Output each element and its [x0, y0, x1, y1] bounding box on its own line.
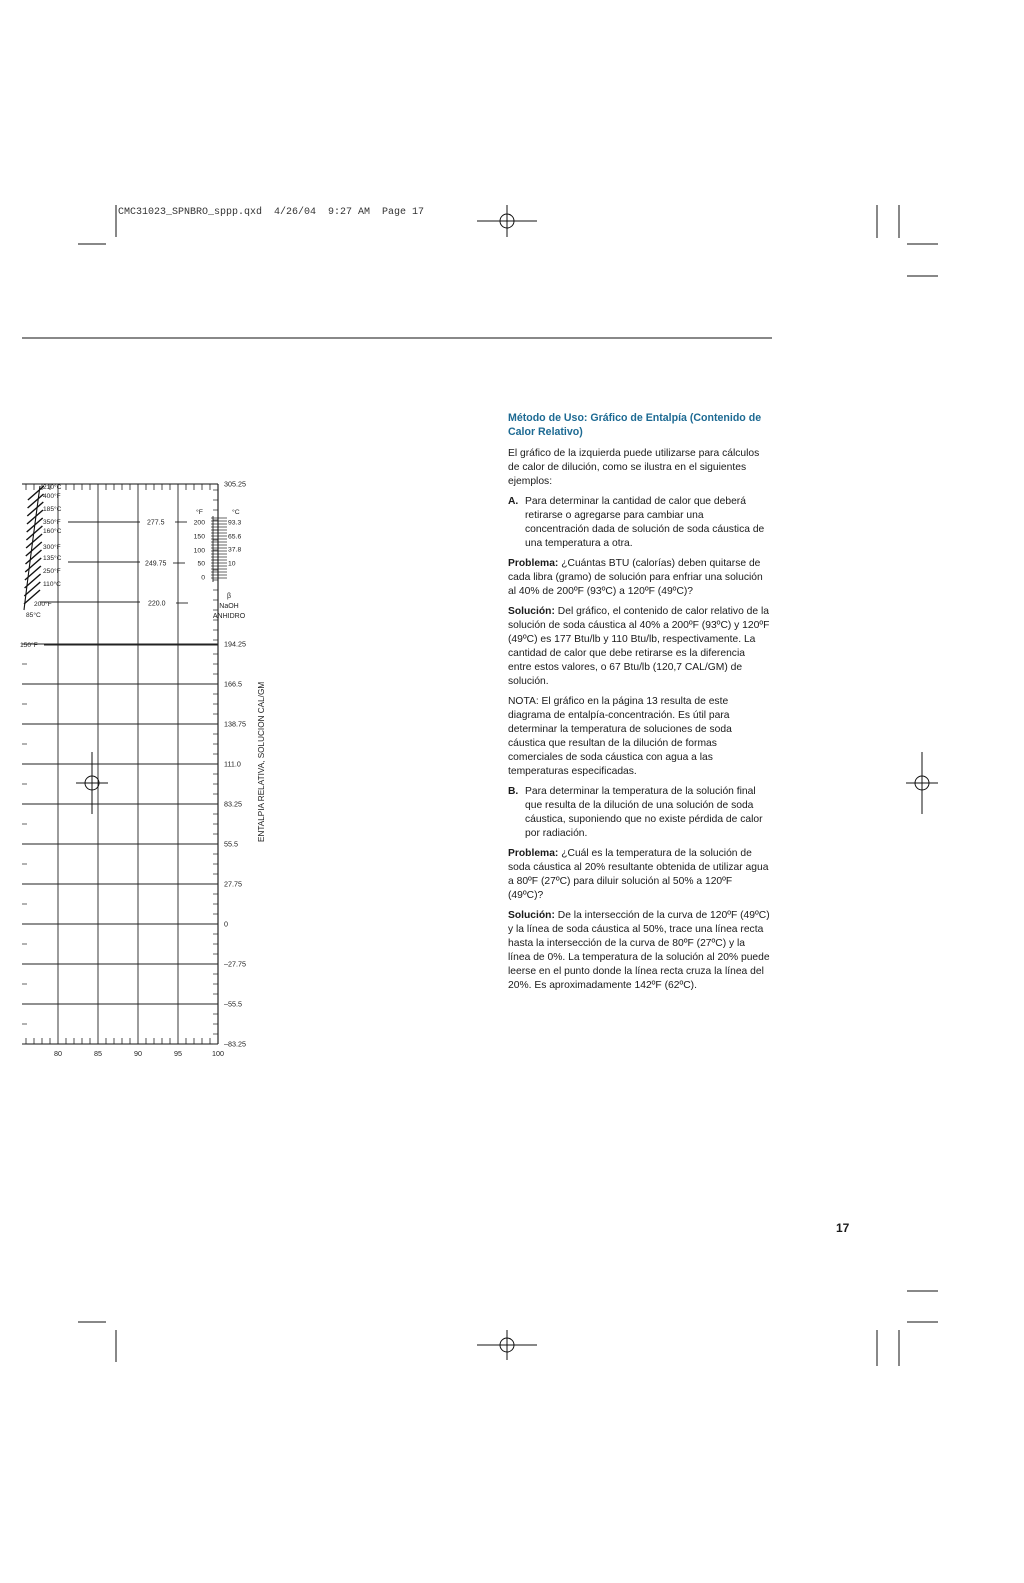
- inset-f-tick: 200: [193, 519, 205, 527]
- problem-1: [508, 557, 770, 599]
- beta-label: β: [226, 593, 232, 600]
- hatched-curve: [26, 550, 42, 564]
- y-axis-title: ENTALPIA RELATIVA, SOLUCION CAL/GM: [257, 681, 266, 842]
- curve-label: 400°F: [43, 493, 61, 500]
- inset-c-tick: 65.6: [228, 533, 242, 541]
- enthalpy-chart: [0, 470, 290, 1070]
- y-tick-label: 83.25: [224, 799, 242, 809]
- item-b: [508, 785, 770, 841]
- inset-f-tick: 50: [197, 560, 205, 568]
- hatched-curve: [25, 558, 41, 572]
- naoh-label: NaOH: [219, 603, 239, 610]
- curve-label: 350°F: [43, 519, 61, 526]
- anhidro-label: ANHIDRO: [212, 613, 246, 620]
- hatched-curve: [28, 486, 44, 500]
- x-tick-label: 80: [54, 1049, 62, 1058]
- curve-label: 85°C: [26, 612, 41, 619]
- item-b-text: Para determinar la temperatura de la solución final que resulta de la dilución de una solución de soda cáustica, suponiendo que no existe pérdida de calor por radiación.: [525, 786, 763, 839]
- intro-paragraph: El gráfico de la izquierda puede utilizarse para cálculos de calor de dilución, como se ilustra en el siguientes ejemplos:: [508, 448, 760, 487]
- line-value-label: 220.0: [148, 600, 166, 608]
- note-paragraph: NOTA: El gráfico en la página 13 resulta de este diagrama de entalpía-concentración. Es útil para determinar la temperatura de soluciones de soda cáustica que resultan de la dilución de formas comerciales de soda cáustica con agua a las temperaturas especificadas.: [508, 696, 732, 777]
- problem-1-text: ¿Cuántas BTU (calorías) deben quitarse de cada libra (gramo) de solución para enfriar una solución al 40% de 200ºF (93ºC) a 120ºF (49ºC)?: [508, 558, 763, 597]
- problem-1-label: Problema:: [508, 558, 559, 569]
- curve-label: 135°C: [43, 555, 62, 562]
- curve-label: 250°F: [43, 568, 61, 575]
- x-tick-label: 95: [174, 1049, 182, 1058]
- problem-2-text: ¿Cuál es la temperatura de la solución de soda cáustica al 20% resultante obtenida de utilizar agua a 80ºF (27ºC) para diluir solución al 50% a 120ºF (49ºC)?: [508, 848, 769, 901]
- y-tick-label: 194.25: [224, 639, 246, 649]
- y-tick-label: –27.75: [224, 959, 246, 969]
- usage-section: [508, 411, 770, 999]
- line-value-label: 249.75: [145, 560, 167, 568]
- print-slug: CMC31023_SPNBRO_sppp.qxd 4/26/04 9:27 AM Page 17: [118, 207, 425, 218]
- inset-f-tick: 150: [193, 533, 205, 541]
- inset-c-tick: 37.8: [228, 546, 242, 554]
- inset-c-tick: 10: [228, 560, 236, 568]
- curve-label: 200°F: [34, 601, 52, 608]
- inset-f-tick: 0: [201, 574, 205, 582]
- hatched-curve: [25, 566, 41, 580]
- solution-2-text: De la intersección de la curva de 120ºF (49ºC) y la línea de soda cáustica al 50%, trace una línea recta hasta la intersección de la curva de 80ºF (27ºC) y la línea de 0%. La temperatura de la solución al 20% puede leerse en el punto donde la línea recta cruza la línea del 20%. Es aproximadamente 142ºF (62ºC).: [508, 910, 770, 991]
- y-tick-label: 55.5: [224, 839, 238, 849]
- item-b-letter: B.: [508, 786, 519, 797]
- solution-1-label: Solución:: [508, 606, 555, 617]
- curve-label: 160°C: [43, 528, 62, 535]
- curve-label: 300°F: [43, 544, 61, 551]
- hatched-curve: [27, 502, 43, 516]
- solution-1-text: Del gráfico, el contenido de calor relativo de la solución de soda cáustica al 40% a 200ºF (93ºC) y 120ºF (49ºC) es 177 Btu/lb y 110 Btu/lb, respectivamente. La cantidad de calor que debe retirarse es la diferencia entre estos valores, o 67 Btu/lb (120,7 CAL/GM) de solución.: [508, 606, 770, 687]
- y-tick-label: 111.0: [224, 759, 241, 769]
- curve-label: 185°C: [43, 506, 62, 513]
- solution-2-label: Solución:: [508, 910, 555, 921]
- curve-label: 110°C: [43, 581, 61, 588]
- y-tick-label: 305.25: [224, 479, 246, 489]
- inset-c-header: °C: [232, 509, 240, 516]
- hatched-curve: [26, 534, 42, 548]
- problem-2: [508, 847, 770, 903]
- section-title: Método de Uso: Gráfico de Entalpía (Contenido de Calor Relativo): [508, 412, 762, 438]
- page-number: 17: [836, 1221, 850, 1235]
- solution-2: [508, 909, 770, 993]
- curve-label: 150°F: [20, 642, 38, 649]
- y-tick-label: –83.25: [224, 1039, 246, 1049]
- item-a: [508, 495, 770, 551]
- y-tick-label: 166.5: [224, 679, 242, 689]
- x-tick-label: 100: [212, 1049, 224, 1058]
- curve-label: 210°C: [43, 484, 62, 491]
- item-a-letter: A.: [508, 496, 519, 507]
- inset-c-tick: 93.3: [228, 519, 242, 527]
- problem-2-label: Problema:: [508, 848, 559, 859]
- y-tick-label: 0: [224, 919, 228, 929]
- inset-f-header: °F: [196, 509, 203, 516]
- hatched-curve: [26, 542, 42, 556]
- hatched-curve: [28, 494, 44, 508]
- solution-1: [508, 605, 770, 689]
- y-tick-label: 27.75: [224, 879, 242, 889]
- x-tick-label: 90: [134, 1049, 142, 1058]
- inset-f-tick: 100: [193, 547, 205, 555]
- y-tick-label: 138.75: [224, 719, 246, 729]
- y-tick-label: –55.5: [224, 999, 242, 1009]
- x-tick-label: 85: [94, 1049, 102, 1058]
- line-value-label: 277.5: [147, 519, 165, 527]
- item-a-text: Para determinar la cantidad de calor que deberá retirarse o agregarse para cambiar una concentración dada de solución de soda cáustica de una temperatura a otra.: [525, 496, 765, 549]
